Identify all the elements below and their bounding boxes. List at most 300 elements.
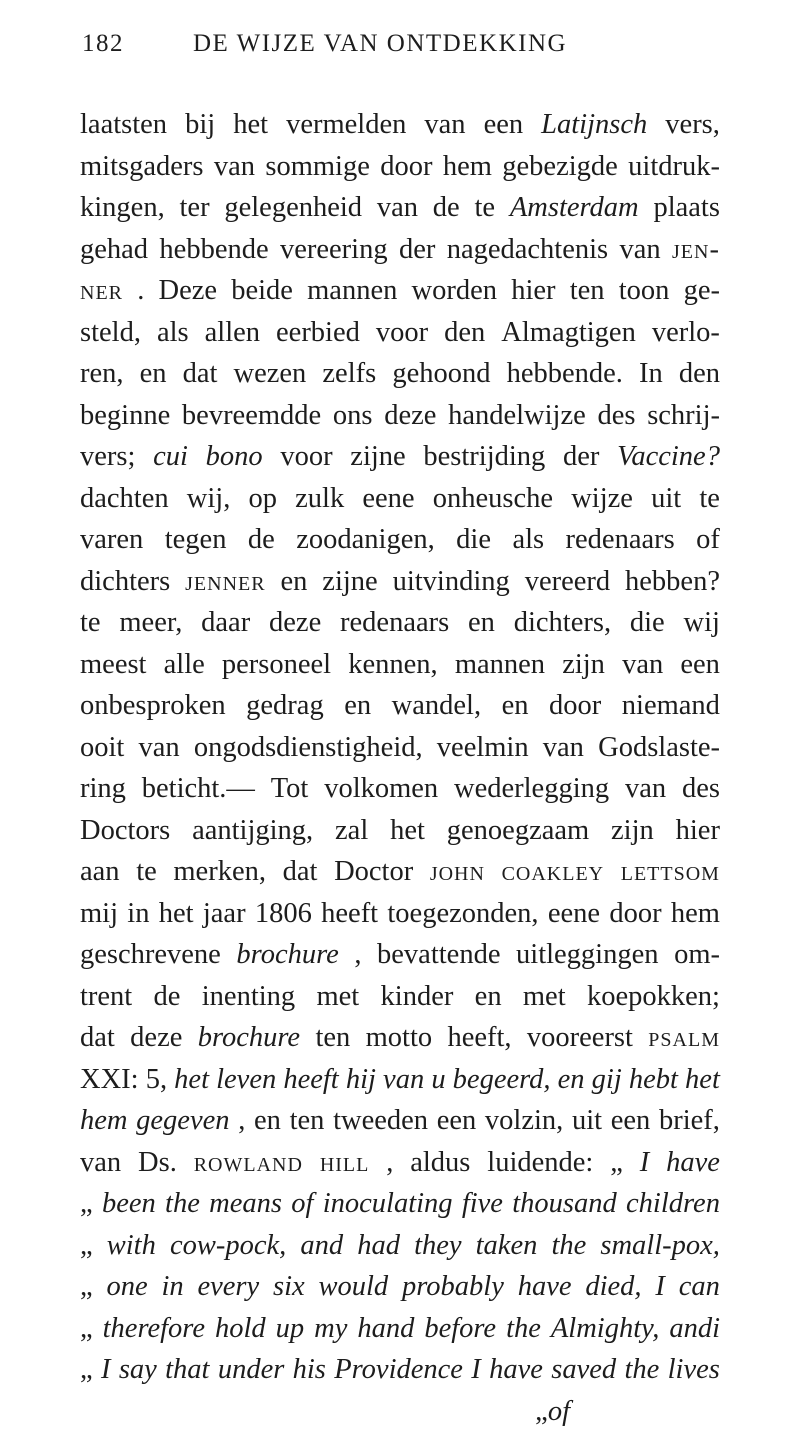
- word: mij: [80, 893, 118, 935]
- word: I: [101, 1349, 111, 1391]
- text-line: [80, 561, 720, 603]
- word: brochure: [236, 934, 338, 976]
- word: vooreerst: [527, 1017, 633, 1059]
- word: volzin,: [485, 1100, 563, 1142]
- word: allen: [205, 312, 260, 354]
- word: bevattende: [377, 934, 500, 976]
- word: der: [563, 436, 599, 478]
- word: hem: [80, 1100, 127, 1142]
- word: gij: [592, 1059, 622, 1101]
- word: jaar: [203, 893, 246, 935]
- text-line: [80, 727, 720, 769]
- word: van: [139, 727, 180, 769]
- word: 1806: [255, 893, 312, 935]
- word: therefore: [103, 1308, 205, 1350]
- word: ooit: [80, 727, 124, 769]
- word: means: [209, 1183, 282, 1225]
- word: small-pox,: [600, 1225, 720, 1267]
- word: nagedachtenis: [447, 229, 608, 271]
- word: can: [679, 1266, 720, 1308]
- word: van: [622, 644, 663, 686]
- word: say: [119, 1349, 157, 1391]
- body-text: [80, 104, 720, 1432]
- word: den: [679, 353, 720, 395]
- word: XXI:: [80, 1059, 139, 1101]
- word: meer,: [119, 602, 182, 644]
- word: taken: [476, 1225, 538, 1267]
- word: brochure: [198, 1017, 300, 1059]
- word: „: [610, 1142, 623, 1184]
- word: uit: [572, 1100, 602, 1142]
- word: gegeven: [136, 1100, 229, 1142]
- word: inenting: [202, 976, 295, 1018]
- text-line: [80, 1059, 720, 1101]
- word: die: [630, 602, 665, 644]
- word: dat: [283, 851, 318, 893]
- word: vermelden: [286, 104, 406, 146]
- word: toon: [619, 270, 670, 312]
- word: aantijging,: [192, 810, 313, 852]
- word: coakley: [502, 851, 605, 893]
- word: dat: [80, 1017, 115, 1059]
- word: worden: [412, 270, 497, 312]
- word: wij,: [187, 478, 231, 520]
- word: the: [624, 1349, 659, 1391]
- word: gebezigde: [502, 146, 618, 188]
- word: the: [506, 1308, 541, 1350]
- text-line: [80, 644, 720, 686]
- word: dichters,: [514, 602, 611, 644]
- word: door: [549, 685, 601, 727]
- word: de: [154, 976, 181, 1018]
- word: john: [430, 851, 485, 893]
- word: met: [316, 976, 359, 1018]
- text-line: [80, 478, 720, 520]
- word: my: [314, 1308, 347, 1350]
- word: vereering: [280, 229, 388, 271]
- word: ,: [386, 1142, 393, 1184]
- word: een: [484, 104, 524, 146]
- word: motto: [366, 1017, 433, 1059]
- word: have: [666, 1142, 720, 1184]
- word: kennen,: [348, 644, 437, 686]
- word: rowland: [194, 1142, 303, 1184]
- word: zelfs: [322, 353, 376, 395]
- word: hebbende: [159, 229, 268, 271]
- word: niemand: [622, 685, 720, 727]
- word: het: [159, 893, 194, 935]
- word: en: [468, 602, 495, 644]
- word: deze: [384, 395, 436, 437]
- word: wijze: [571, 478, 633, 520]
- word: hand: [357, 1308, 414, 1350]
- word: probably: [402, 1266, 504, 1308]
- word: Deze: [159, 270, 218, 312]
- word: bono: [206, 436, 263, 478]
- word: bevreemdde: [182, 395, 321, 437]
- word: Tot: [271, 768, 309, 810]
- word: die: [456, 519, 491, 561]
- word: I: [471, 1349, 481, 1391]
- text-line: [80, 1017, 720, 1059]
- word: hem: [443, 146, 492, 188]
- word: als: [512, 519, 544, 561]
- word: luidende:: [487, 1142, 593, 1184]
- word: hebt: [629, 1059, 678, 1101]
- word: of: [548, 1391, 570, 1432]
- word: Doctors: [80, 810, 170, 852]
- word: „: [80, 1225, 93, 1267]
- word: 5,: [146, 1059, 167, 1101]
- word: gehad: [80, 229, 148, 271]
- word: van: [620, 229, 661, 271]
- word: u: [431, 1059, 445, 1101]
- text-line: [80, 519, 720, 561]
- word: ,: [238, 1100, 245, 1142]
- word: ring: [80, 768, 126, 810]
- word: het: [174, 1059, 209, 1101]
- word: redenaars: [566, 519, 675, 561]
- word: voor: [280, 436, 332, 478]
- word: te: [475, 187, 496, 229]
- word: steld,: [80, 312, 141, 354]
- word: en: [280, 561, 307, 603]
- word: uitleggingen: [516, 934, 658, 976]
- word: het: [233, 104, 268, 146]
- word: het: [685, 1059, 720, 1101]
- word: wederlegging: [454, 768, 609, 810]
- text-line: [80, 893, 720, 935]
- word: five: [462, 1183, 503, 1225]
- word: Providence: [334, 1349, 463, 1391]
- word: I: [640, 1142, 650, 1184]
- word: en: [475, 976, 502, 1018]
- word: every: [197, 1266, 259, 1308]
- word: van: [625, 768, 666, 810]
- word: uit: [651, 478, 681, 520]
- word: vers;: [80, 436, 135, 478]
- word: cui: [153, 436, 188, 478]
- word: door: [609, 893, 661, 935]
- word: ,: [354, 934, 361, 976]
- word: leven: [216, 1059, 276, 1101]
- word: hier: [511, 270, 555, 312]
- text-line: [80, 270, 720, 312]
- word: door: [380, 146, 432, 188]
- word: het: [390, 810, 425, 852]
- running-header: [82, 30, 722, 70]
- word: zijne: [322, 561, 377, 603]
- word: om-: [674, 934, 720, 976]
- word: handelwijze: [448, 395, 586, 437]
- word: mannen: [455, 644, 545, 686]
- word: lettsom: [621, 851, 720, 893]
- word: have: [489, 1349, 543, 1391]
- word: beticht.—: [142, 768, 255, 810]
- word: brief,: [659, 1100, 720, 1142]
- word: had: [357, 1225, 400, 1267]
- word: varen: [80, 519, 143, 561]
- word: des: [597, 395, 635, 437]
- word: Almagtigen: [501, 312, 636, 354]
- word: In: [639, 353, 663, 395]
- word: beginne: [80, 395, 170, 437]
- word: deze: [130, 1017, 182, 1059]
- word: six: [273, 1266, 305, 1308]
- word: vers,: [665, 104, 720, 146]
- text-line: [80, 976, 720, 1018]
- word: Almighty,: [551, 1308, 659, 1350]
- word: verlo-: [652, 312, 720, 354]
- word: en: [558, 1059, 585, 1101]
- word: meest: [80, 644, 146, 686]
- word: bestrijding: [423, 436, 545, 478]
- word: ons: [333, 395, 373, 437]
- word: op: [248, 478, 277, 520]
- word: ren,: [80, 353, 124, 395]
- word: dat: [183, 353, 218, 395]
- word: I: [655, 1266, 665, 1308]
- word: one: [106, 1266, 147, 1308]
- word: van: [383, 1059, 424, 1101]
- word: have: [518, 1266, 572, 1308]
- word: mannen: [307, 270, 397, 312]
- word: deze: [269, 602, 321, 644]
- word: hebbende.: [507, 353, 623, 395]
- word: zijn: [562, 644, 605, 686]
- word: begeerd,: [453, 1059, 551, 1101]
- word: uitvinding: [393, 561, 510, 603]
- word: .: [137, 270, 144, 312]
- text-line: [80, 1100, 720, 1142]
- word: den: [444, 312, 485, 354]
- word: en: [502, 685, 529, 727]
- word: died,: [585, 1266, 641, 1308]
- word: Vaccine?: [617, 436, 720, 478]
- word: trent: [80, 976, 132, 1018]
- word: Latijnsch: [541, 104, 647, 146]
- word: of: [696, 519, 720, 561]
- word: van: [377, 187, 418, 229]
- text-line: [80, 146, 720, 188]
- word: kinder: [381, 976, 454, 1018]
- word: schrij-: [647, 395, 720, 437]
- word: redenaars: [340, 602, 449, 644]
- word: wandel,: [392, 685, 481, 727]
- word: te: [80, 602, 101, 644]
- word: ge-: [684, 270, 720, 312]
- text-line: [80, 353, 720, 395]
- word: before: [424, 1308, 496, 1350]
- word: saved: [551, 1349, 616, 1391]
- text-line: [80, 104, 720, 146]
- word: sommige: [265, 146, 370, 188]
- text-line: [80, 810, 720, 852]
- word: geschrevene: [80, 934, 221, 976]
- word: met: [523, 976, 566, 1018]
- word: aldus: [410, 1142, 470, 1184]
- word: der: [399, 229, 435, 271]
- word: eerbied: [276, 312, 360, 354]
- word: gelegenheid: [224, 187, 362, 229]
- text-line: [80, 1183, 720, 1225]
- word: in: [161, 1266, 183, 1308]
- text-line: [80, 395, 720, 437]
- word: up: [276, 1308, 305, 1350]
- word: Amsterdam: [510, 187, 639, 229]
- word: Doctor: [334, 851, 413, 893]
- running-title: DE WIJZE VAN ONTDEKKING: [193, 30, 567, 58]
- word: dachten: [80, 478, 169, 520]
- word: een: [611, 1100, 651, 1142]
- page-number: 182: [82, 30, 124, 58]
- word: under: [218, 1349, 285, 1391]
- word: en: [140, 353, 167, 395]
- word: ten: [570, 270, 605, 312]
- word: tweeden: [333, 1100, 428, 1142]
- word: in: [127, 893, 149, 935]
- word: onbesproken: [80, 685, 226, 727]
- word: toegezonden,: [387, 893, 538, 935]
- text-line: [80, 602, 720, 644]
- word: ongodsdienstigheid,: [194, 727, 423, 769]
- word: tegen: [165, 519, 227, 561]
- word: hill: [320, 1142, 370, 1184]
- word: children: [626, 1183, 720, 1225]
- text-line: [80, 1308, 720, 1350]
- word: thousand: [512, 1183, 617, 1225]
- word: zulk: [295, 478, 344, 520]
- word: laatsten: [80, 104, 167, 146]
- word: lives: [668, 1349, 720, 1391]
- word: psalm: [648, 1017, 720, 1059]
- text-line: [80, 436, 720, 478]
- word: „: [535, 1391, 548, 1432]
- text-line: [80, 1142, 720, 1184]
- word: the: [165, 1183, 200, 1225]
- word: of: [291, 1183, 313, 1225]
- word: daar: [201, 602, 250, 644]
- word: cow-pock,: [170, 1225, 286, 1267]
- word: inoculating: [323, 1183, 453, 1225]
- word: de: [433, 187, 460, 229]
- word: een: [680, 644, 720, 686]
- text-line: [80, 934, 720, 976]
- word: ter: [180, 187, 210, 229]
- word: kingen,: [80, 187, 165, 229]
- word: zal: [335, 810, 368, 852]
- word: en: [254, 1100, 281, 1142]
- word: plaats: [653, 187, 719, 229]
- word: koepokken;: [587, 976, 720, 1018]
- word: wij: [684, 602, 720, 644]
- word: heeft: [321, 893, 378, 935]
- text-line: [80, 1266, 720, 1308]
- word: ten: [290, 1100, 325, 1142]
- word: ten: [315, 1017, 350, 1059]
- word: „: [80, 1183, 93, 1225]
- word: eene: [548, 893, 600, 935]
- word: vereerd: [525, 561, 610, 603]
- word: beide: [231, 270, 293, 312]
- word: personeel: [222, 644, 331, 686]
- word: jen-: [672, 229, 720, 271]
- word: „: [80, 1308, 93, 1350]
- word: volkomen: [324, 768, 438, 810]
- word: te: [136, 851, 157, 893]
- word: andi: [669, 1308, 720, 1350]
- word: „: [80, 1266, 93, 1308]
- word: gedrag: [246, 685, 324, 727]
- word: Ds.: [138, 1142, 177, 1184]
- text-line: [80, 851, 720, 893]
- word: they: [414, 1225, 461, 1267]
- text-line: [80, 1349, 720, 1391]
- word: that: [165, 1349, 209, 1391]
- text-line: [80, 312, 720, 354]
- word: hij: [346, 1059, 376, 1101]
- word: hold: [215, 1308, 266, 1350]
- word: van: [80, 1142, 121, 1184]
- word: been: [102, 1183, 156, 1225]
- word: dichters: [80, 561, 170, 603]
- word: te: [699, 478, 720, 520]
- word: zijne: [350, 436, 405, 478]
- word: his: [293, 1349, 326, 1391]
- word: would: [319, 1266, 389, 1308]
- word: ner: [80, 270, 123, 312]
- word: merken,: [173, 851, 266, 893]
- word: zoodanigen,: [296, 519, 435, 561]
- word: des: [682, 768, 720, 810]
- word: uitdruk-: [628, 146, 720, 188]
- word: Godslaste-: [598, 727, 720, 769]
- word: with: [107, 1225, 156, 1267]
- word: onheusche: [433, 478, 553, 520]
- word: „: [80, 1349, 93, 1391]
- word: de: [248, 519, 275, 561]
- word: als: [157, 312, 189, 354]
- word: hebben?: [625, 561, 720, 603]
- word: jenner: [185, 561, 265, 603]
- word: bij: [185, 104, 215, 146]
- word: the: [551, 1225, 586, 1267]
- word: heeft: [283, 1059, 338, 1101]
- word: heeft,: [447, 1017, 511, 1059]
- word: van: [214, 146, 255, 188]
- text-line: [80, 768, 720, 810]
- word: zijn: [611, 810, 654, 852]
- word: and: [300, 1225, 343, 1267]
- word: voor: [376, 312, 428, 354]
- text-line: [80, 1391, 720, 1432]
- word: genoegzaam: [447, 810, 589, 852]
- word: aan: [80, 851, 120, 893]
- word: een: [437, 1100, 477, 1142]
- text-line: [80, 1225, 720, 1267]
- word: veelmin: [437, 727, 529, 769]
- word: hem: [671, 893, 720, 935]
- word: alle: [164, 644, 205, 686]
- text-line: [80, 229, 720, 271]
- word: hier: [676, 810, 720, 852]
- word: wezen: [234, 353, 307, 395]
- text-line: [80, 685, 720, 727]
- word: eene: [362, 478, 414, 520]
- word: van: [424, 104, 465, 146]
- word: gehoond: [392, 353, 490, 395]
- word: van: [543, 727, 584, 769]
